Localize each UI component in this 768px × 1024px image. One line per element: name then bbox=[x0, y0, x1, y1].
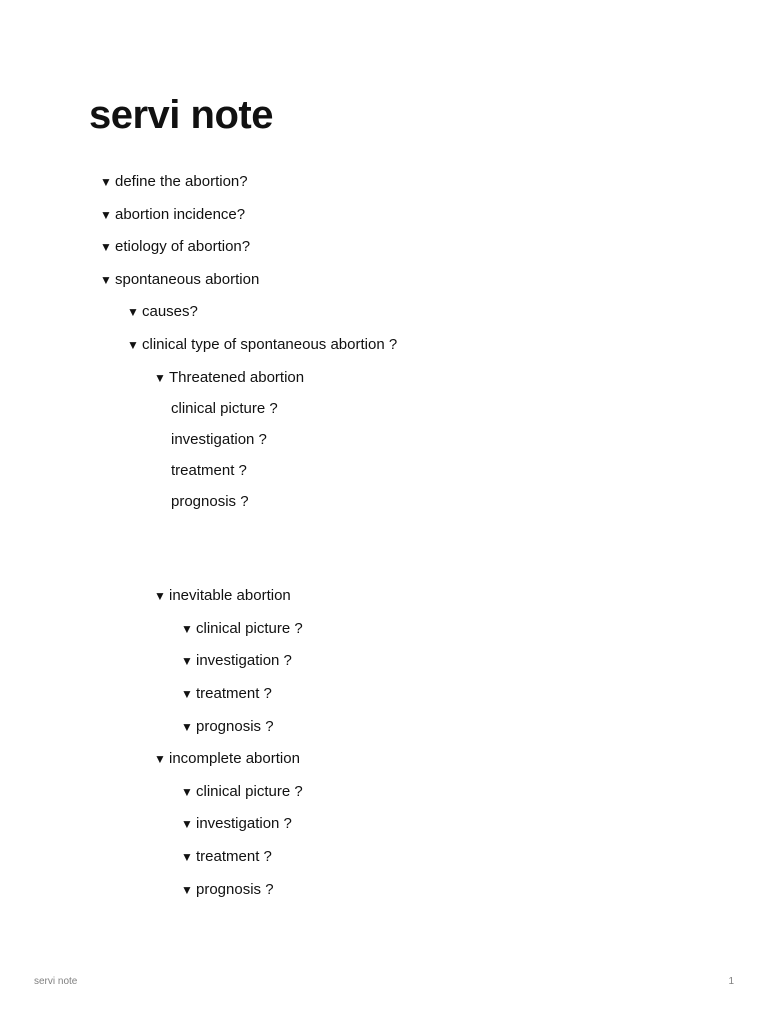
toggle-triangle-icon[interactable]: ▼ bbox=[100, 208, 112, 222]
toggle-incomplete-investigation[interactable] bbox=[181, 814, 292, 834]
toggle-label: investigation ? bbox=[196, 652, 292, 669]
toggle-inevitable-treatment[interactable] bbox=[181, 684, 272, 704]
toggle-label: prognosis ? bbox=[196, 881, 274, 898]
page-title: servi note bbox=[89, 93, 273, 137]
threatened-investigation: investigation ? bbox=[171, 431, 267, 448]
toggle-triangle-icon[interactable]: ▼ bbox=[127, 305, 139, 319]
toggle-label: inevitable abortion bbox=[169, 587, 291, 604]
threatened-clinical-picture: clinical picture ? bbox=[171, 400, 278, 417]
toggle-triangle-icon[interactable]: ▼ bbox=[181, 785, 193, 799]
toggle-triangle-icon[interactable]: ▼ bbox=[100, 175, 112, 189]
toggle-triangle-icon[interactable]: ▼ bbox=[127, 338, 139, 352]
toggle-threatened-abortion[interactable] bbox=[154, 368, 304, 388]
toggle-label: incomplete abortion bbox=[169, 750, 300, 767]
toggle-spontaneous-abortion[interactable] bbox=[100, 270, 259, 290]
toggle-label: abortion incidence? bbox=[115, 206, 246, 223]
toggle-incomplete-prognosis[interactable] bbox=[181, 880, 274, 900]
toggle-inevitable-clinical-picture[interactable] bbox=[181, 619, 303, 639]
toggle-label: treatment ? bbox=[196, 848, 272, 865]
toggle-label: Threatened abortion bbox=[169, 369, 305, 386]
footer-document-name: servi note bbox=[34, 976, 78, 987]
toggle-etiology[interactable] bbox=[100, 237, 250, 257]
toggle-label: spontaneous abortion bbox=[115, 271, 260, 288]
toggle-label: investigation ? bbox=[196, 815, 292, 832]
toggle-incomplete-abortion[interactable] bbox=[154, 749, 300, 769]
toggle-inevitable-prognosis[interactable] bbox=[181, 717, 274, 737]
toggle-label: etiology of abortion? bbox=[115, 238, 251, 255]
toggle-triangle-icon[interactable]: ▼ bbox=[181, 817, 193, 831]
toggle-inevitable-abortion[interactable] bbox=[154, 586, 291, 606]
toggle-incomplete-clinical-picture[interactable] bbox=[181, 782, 303, 802]
toggle-triangle-icon[interactable]: ▼ bbox=[154, 589, 166, 603]
threatened-treatment: treatment ? bbox=[171, 462, 247, 479]
footer-page-number: 1 bbox=[728, 976, 734, 987]
toggle-label: prognosis ? bbox=[196, 718, 274, 735]
toggle-clinical-type[interactable] bbox=[127, 335, 397, 355]
toggle-label: clinical picture ? bbox=[196, 783, 303, 800]
toggle-triangle-icon[interactable]: ▼ bbox=[181, 654, 193, 668]
toggle-label: define the abortion? bbox=[115, 173, 248, 190]
toggle-triangle-icon[interactable]: ▼ bbox=[181, 883, 193, 897]
toggle-triangle-icon[interactable]: ▼ bbox=[181, 622, 193, 636]
toggle-incomplete-treatment[interactable] bbox=[181, 847, 272, 867]
toggle-triangle-icon[interactable]: ▼ bbox=[154, 752, 166, 766]
toggle-define-abortion[interactable] bbox=[100, 172, 248, 192]
toggle-triangle-icon[interactable]: ▼ bbox=[154, 371, 166, 385]
threatened-prognosis: prognosis ? bbox=[171, 493, 249, 510]
toggle-triangle-icon[interactable]: ▼ bbox=[181, 720, 193, 734]
toggle-label: clinical picture ? bbox=[196, 620, 303, 637]
toggle-label: treatment ? bbox=[196, 685, 272, 702]
toggle-triangle-icon[interactable]: ▼ bbox=[100, 240, 112, 254]
toggle-triangle-icon[interactable]: ▼ bbox=[181, 687, 193, 701]
toggle-label: clinical type of spontaneous abortion ? bbox=[142, 336, 398, 353]
toggle-triangle-icon[interactable]: ▼ bbox=[100, 273, 112, 287]
toggle-inevitable-investigation[interactable] bbox=[181, 651, 292, 671]
toggle-label: causes? bbox=[142, 303, 198, 320]
toggle-triangle-icon[interactable]: ▼ bbox=[181, 850, 193, 864]
toggle-causes[interactable] bbox=[127, 302, 198, 322]
toggle-abortion-incidence[interactable] bbox=[100, 205, 245, 225]
